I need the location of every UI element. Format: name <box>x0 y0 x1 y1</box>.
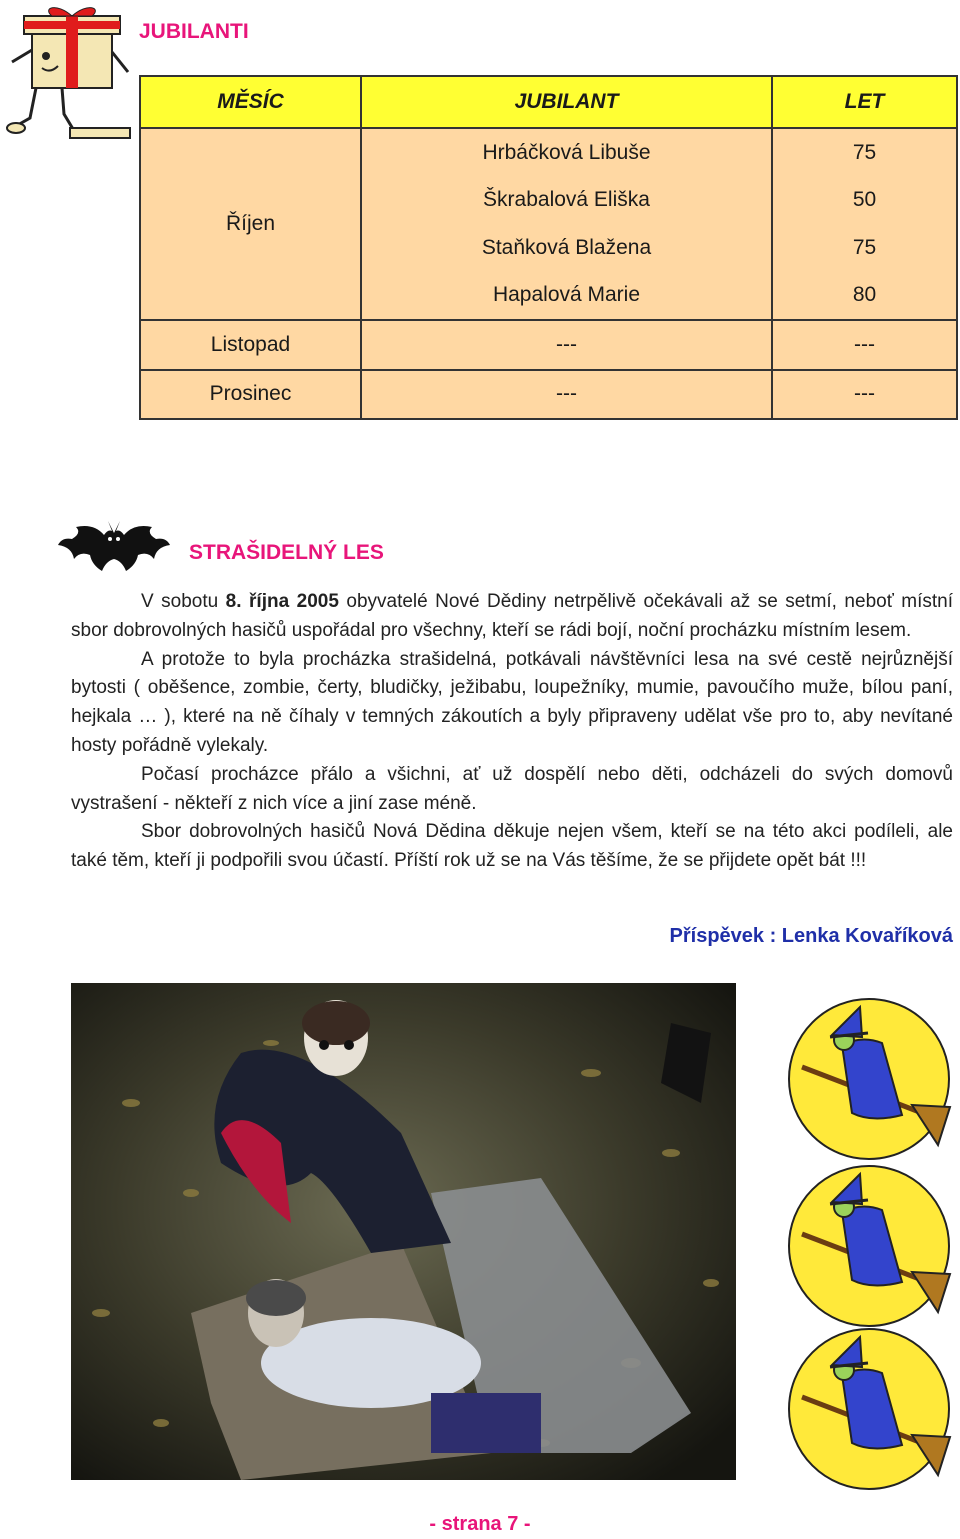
name-cell: --- <box>361 370 772 420</box>
jubilee-title: JUBILANTI <box>139 20 249 43</box>
month-cell: Říjen <box>140 128 361 320</box>
article-title: STRAŠIDELNÝ LES <box>189 541 384 564</box>
article-date-month: října <box>249 591 290 612</box>
article-paragraph: Počasí procházce přálo a všichni, ať už dospělí nebo děti, odcházeli do svých domovů vystrašení - někteří z nich více a jiní zase méně. <box>71 763 953 814</box>
bat-icon <box>58 515 170 585</box>
article-p1-text: obyvatelé Nové Dědiny netrpělivě očekávali až se setmí, neboť místní sbor dobrovolných hasičů uspořádal pro všechny, kteří se rádi bojí, noční procházku místním lesem. <box>71 591 954 641</box>
years-cell: --- <box>772 370 957 420</box>
name-cell: Hrbáčková Libuše <box>361 128 772 177</box>
article-p1-pre: V sobotu <box>141 591 226 612</box>
witch-moon-icon <box>782 1325 957 1493</box>
header-name: JUBILANT <box>361 76 772 128</box>
article-date-year: 2005 <box>296 591 339 612</box>
table-header-row <box>140 76 957 128</box>
years-cell: 75 <box>772 224 957 272</box>
table-row <box>140 128 957 177</box>
years-cell: 75 <box>772 128 957 177</box>
years-cell: 50 <box>772 177 957 225</box>
years-cell: 80 <box>772 272 957 321</box>
name-cell: Staňková Blažena <box>361 224 772 272</box>
month-cell: Listopad <box>140 320 361 370</box>
table-row <box>140 320 957 370</box>
name-cell: Hapalová Marie <box>361 272 772 321</box>
article-body <box>71 588 953 876</box>
witch-moon-icon <box>782 995 957 1163</box>
header-years: LET <box>772 76 957 128</box>
page-number: - strana 7 - <box>429 1513 531 1535</box>
gift-box-clipart <box>6 6 134 144</box>
article-paragraph: A protože to byla procházka strašidelná, potkávali návštěvníci lesa na své cestě nejrůznější bytosti ( oběšence, zombie, čerty, bludičky, ježibabu, loupežníky, mumie, pavoučího muže, bílou paní, hejkala … ), které na ně číhaly v temných zákoutích a byly připraveny udělat vše pro to, aby nevítané hosty pořádně vylekaly. <box>71 648 953 756</box>
article-date-day: 8. <box>225 591 242 612</box>
witch-moon-icon <box>782 1162 957 1330</box>
header-month: MĚSÍC <box>140 76 361 128</box>
article-paragraph <box>71 588 953 646</box>
years-cell: --- <box>772 320 957 370</box>
table-row <box>140 370 957 420</box>
jubilee-table <box>139 75 958 420</box>
month-cell: Prosinec <box>140 370 361 420</box>
article-author: Příspěvek : Lenka Kovaříková <box>669 925 953 947</box>
forest-costume-photo <box>71 983 736 1480</box>
name-cell: --- <box>361 320 772 370</box>
name-cell: Škrabalová Eliška <box>361 177 772 225</box>
article-paragraph: Sbor dobrovolných hasičů Nová Dědina děkuje nejen všem, kteří se na této akci podíleli, ale také těm, kteří ji podpořili svou účastí. Příští rok už se na Vás těšíme, že se přijdete opět bát !!! <box>71 821 953 872</box>
